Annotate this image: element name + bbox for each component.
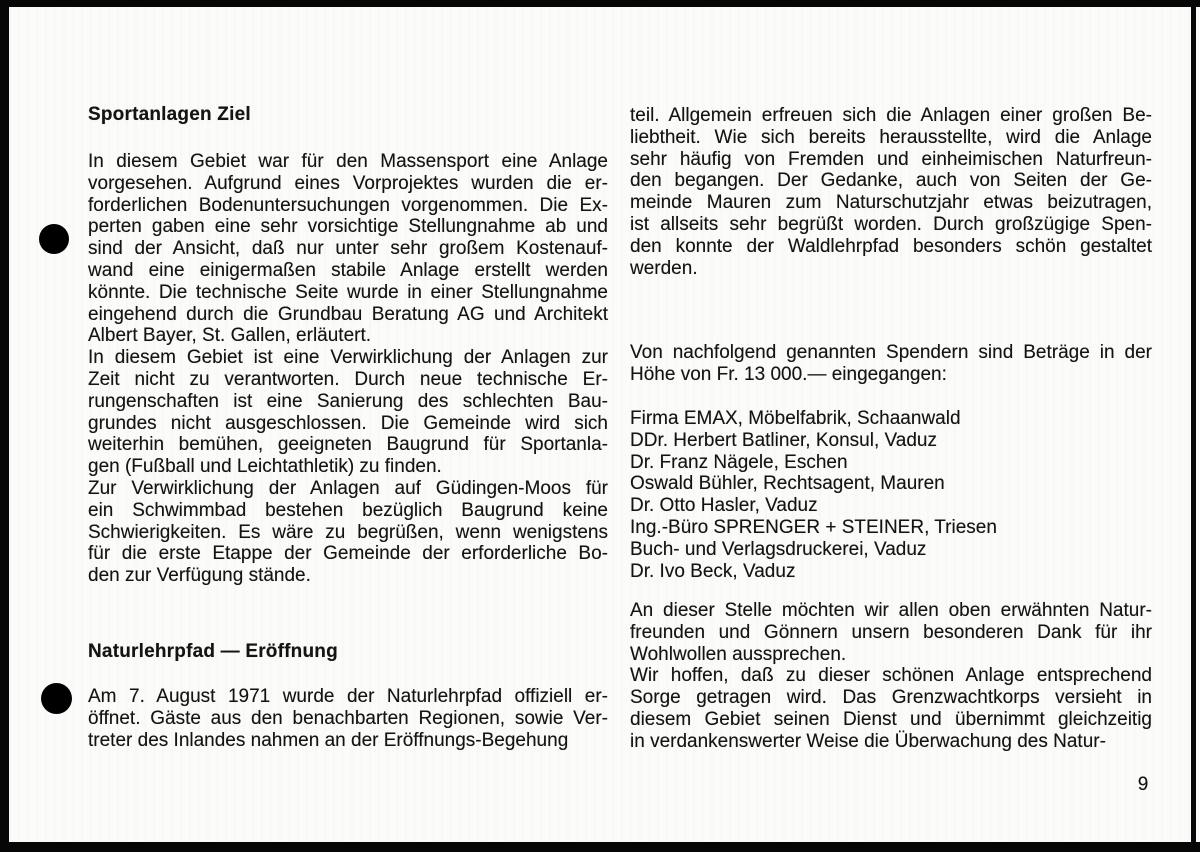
text-line: ist allseits sehr begrüßt worden. Durch großzügige Spen- xyxy=(630,213,1152,235)
text-line: Zur Verwirklichung der Anlagen auf Güdingen-Moos für xyxy=(88,477,608,499)
text-line: An dieser Stelle möchten wir allen oben erwähnten Natur- xyxy=(630,600,1152,621)
paragraph-anlagen-beliebtheit xyxy=(630,105,1152,279)
heading-sportanlagen-ziel: Sportanlagen Ziel xyxy=(88,104,251,125)
text-line: Sorge getragen wird. Das Grenzwachtkorps versieht in xyxy=(630,687,1152,709)
text-line: ein Schwimmbad bestehen bezüglich Baugrund keine xyxy=(88,499,608,521)
text-line: in verdankenswerter Weise die Überwachung des Natur- xyxy=(630,730,1106,752)
text-line: für die erste Etappe der Gemeinde der erforderliche Bo- xyxy=(88,543,608,565)
top-border xyxy=(0,0,1200,7)
text-line: Schwierigkeiten. Es wäre zu begrüßen, wenn wenigstens xyxy=(88,521,608,543)
text-line: freunden und Gönnern unsern besonderen Dank für ihr xyxy=(630,621,1152,643)
text-line: Zeit nicht zu verantworten. Durch neue technische Er- xyxy=(88,368,608,390)
text-line: Buch- und Verlagsdruckerei, Vaduz xyxy=(630,538,927,560)
margin-dot-bottom xyxy=(41,683,72,714)
text-line: Von nachfolgend genannten Spendern sind Beträge in der xyxy=(630,342,1152,363)
text-line: teil. Allgemein erfreuen sich die Anlagen einer großen Be- xyxy=(630,105,1152,126)
paragraph-dank xyxy=(630,600,1152,665)
text-line: Ing.-Büro SPRENGER + STEINER, Triesen xyxy=(630,516,997,538)
text-line: werden. xyxy=(630,257,698,279)
text-line: vorgesehen. Aufgrund eines Vorprojektes wurden die er- xyxy=(88,172,608,194)
text-line: liebtheit. Wie sich bereits herausstellte, wird die Anlage xyxy=(630,126,1152,148)
paragraph-sportanlagen-2 xyxy=(88,347,608,478)
text-line: sind der Ansicht, daß nur unter sehr großem Kostenauf- xyxy=(88,238,608,260)
text-line: eingehend durch die Grundbau Beratung AG und Architekt xyxy=(88,303,608,325)
text-line: sehr häufig von Fremden und einheimischen Naturfreun- xyxy=(630,148,1152,170)
text-line: Höhe von Fr. 13 000.— eingegangen: xyxy=(630,363,947,385)
text-line: In diesem Gebiet war für den Massensport eine Anlage xyxy=(88,151,608,172)
text-line: Am 7. August 1971 wurde der Naturlehrpfad offiziell er- xyxy=(88,686,608,707)
text-line: den zur Verfügung stände. xyxy=(88,565,311,587)
text-line: weiterhin bemühen, geeigneten Baugrund für Sportanla- xyxy=(88,434,608,456)
text-line: meinde Mauren zum Naturschutzjahr etwas beizutragen, xyxy=(630,192,1152,214)
paragraph-sportanlagen-1 xyxy=(88,151,608,347)
text-line: Dr. Otto Hasler, Vaduz xyxy=(630,495,818,517)
text-line: Firma EMAX, Möbelfabrik, Schaanwald xyxy=(630,408,961,429)
left-column-body xyxy=(88,151,608,587)
paragraph-grenzwachtkorps xyxy=(630,665,1152,752)
text-line: öffnet. Gäste aus den benachbarten Regionen, sowie Ver- xyxy=(88,707,608,729)
text-line: rungenschaften ist eine Sanierung des schlechten Bau- xyxy=(88,390,608,412)
heading-naturlehrpfad-eroeffnung: Naturlehrpfad — Eröffnung xyxy=(88,641,338,662)
donor-list xyxy=(630,408,1152,582)
text-line: forderlichen Bodenuntersuchungen vorgenommen. Die Ex- xyxy=(88,194,608,216)
text-line: wand eine einigermaßen stabile Anlage erstellt werden xyxy=(88,259,608,281)
right-column-closing xyxy=(630,600,1152,753)
text-line: den konnte der Waldlehrpfad besonders schön gestaltet xyxy=(630,235,1152,257)
text-line: Wohlwollen aussprechen. xyxy=(630,643,847,665)
paragraph-sportanlagen-3 xyxy=(88,478,608,587)
text-line: perten gaben eine sehr vorsichtige Stellungnahme ab und xyxy=(88,216,608,238)
text-line: gen (Fußball und Leichtathletik) zu finden. xyxy=(88,456,442,478)
right-border xyxy=(1191,0,1196,852)
text-line: Dr. Franz Nägele, Eschen xyxy=(630,451,848,473)
text-line: Wir hoffen, daß zu dieser schönen Anlage entsprechend xyxy=(630,665,1152,687)
page-number: 9 xyxy=(1137,774,1149,795)
left-border xyxy=(0,0,9,852)
paragraph-naturlehrpfad xyxy=(88,686,608,751)
text-line: Albert Bayer, St. Gallen, erläutert. xyxy=(88,325,372,347)
text-line: diesem Gebiet seinen Dienst und übernimmt gleichzeitig xyxy=(630,708,1152,730)
text-line: In diesem Gebiet ist eine Verwirklichung der Anlagen zur xyxy=(88,347,608,369)
bottom-border xyxy=(0,842,1200,852)
margin-dot-top xyxy=(39,224,69,254)
text-line: DDr. Herbert Batliner, Konsul, Vaduz xyxy=(630,429,937,451)
text-line: den begangen. Der Gedanke, auch von Seiten der Ge- xyxy=(630,170,1152,192)
text-line: Dr. Ivo Beck, Vaduz xyxy=(630,560,796,582)
text-line: könnte. Die technische Seite wurde in einer Stellungnahme xyxy=(88,281,608,303)
text-line: grundes nicht ausgeschlossen. Die Gemeinde wird sich xyxy=(88,412,608,434)
text-line: Oswald Bühler, Rechtsagent, Mauren xyxy=(630,473,945,495)
paragraph-spenden-intro xyxy=(630,342,1152,386)
text-line: treter des Inlandes nahmen an der Eröffnungs-Begehung xyxy=(88,729,569,751)
